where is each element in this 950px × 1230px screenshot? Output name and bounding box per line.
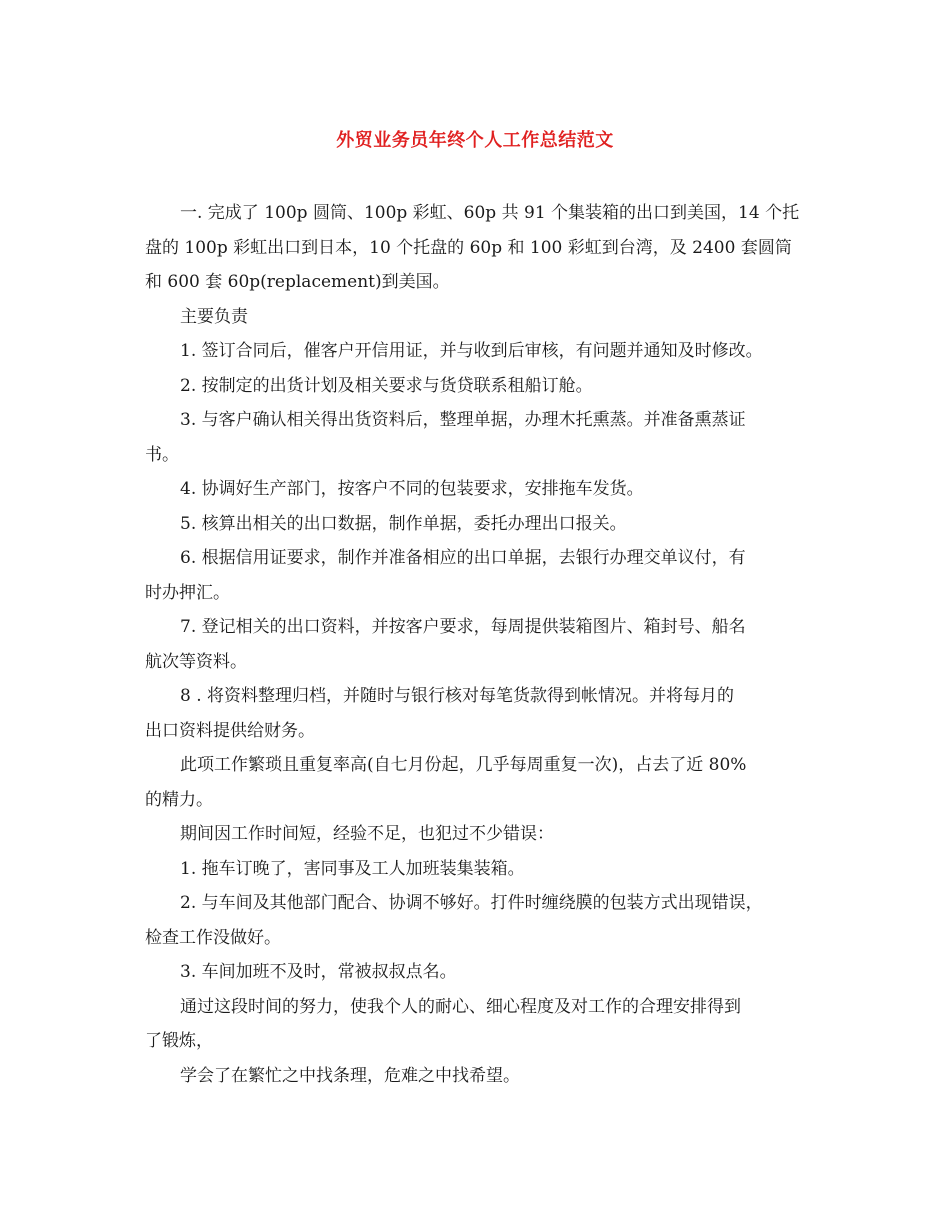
body-line: 4. 协调好生产部门，按客户不同的包装要求，安排拖车发货。 [180,479,644,499]
body-line: 此项工作繁琐且重复率高(自七月份起，几乎每周重复一次)，占去了近 80% [180,755,747,775]
body-line: 1. 拖车订晚了，害同事及工人加班装集装箱。 [180,858,525,879]
body-line: 了锻炼， [145,1031,213,1051]
body-line: 7. 登记相关的出口资料，并按客户要求，每周提供装箱图片、箱封号、船名 [180,617,746,637]
body-line: 书。 [145,444,179,465]
body-line: 学会了在繁忙之中找条理，危难之中找希望。 [180,1065,520,1086]
body-line: 出口资料提供给财务。 [145,720,315,741]
body-line: 的精力。 [145,789,213,810]
body-line: 检查工作没做好。 [145,927,281,948]
document-body [145,196,825,1093]
body-line: 主要负责 [180,306,248,327]
body-line: 6. 根据信用证要求，制作并准备相应的出口单据，去银行办理交单议付，有 [180,548,746,568]
body-line: 3. 与客户确认相关得出货资料后，整理单据，办理木托熏蒸。并准备熏蒸证 [180,410,746,430]
body-line: 期间因工作时间短，经验不足，也犯过不少错误： [180,824,554,844]
body-line: 8 . 将资料整理归档，并随时与银行核对每笔货款得到帐情况。并将每月的 [180,686,735,706]
body-line: 盘的 100p 彩虹出口到日本，10 个托盘的 60p 和 100 彩虹到台湾，及 2400 套圆筒 [145,237,792,258]
body-line: 3. 车间加班不及时，常被叔叔点名。 [180,962,457,982]
document-title: 外贸业务员年终个人工作总结范文 [336,130,614,151]
body-line: 2. 按制定的出货计划及相关要求与货贷联系租船订舱。 [180,375,593,396]
body-line: 和 600 套 60p(replacement)到美国。 [145,272,450,292]
body-line: 航次等资料。 [145,651,247,672]
body-line: 2. 与车间及其他部门配合、协调不够好。打件时缠绕膜的包装方式出现错误， [180,893,763,913]
body-line: 一. 完成了 100p 圆筒、100p 彩虹、60p 共 91 个集装箱的出口到美国，14 个托 [180,203,800,223]
body-line: 时办押汇。 [145,582,230,603]
body-line: 5. 核算出相关的出口数据，制作单据，委托办理出口报关。 [180,513,627,534]
body-line: 1. 签订合同后，催客户开信用证，并与收到后审核，有问题并通知及时修改。 [180,341,763,361]
body-line: 通过这段时间的努力，使我个人的耐心、细心程度及对工作的合理安排得到 [180,996,741,1017]
